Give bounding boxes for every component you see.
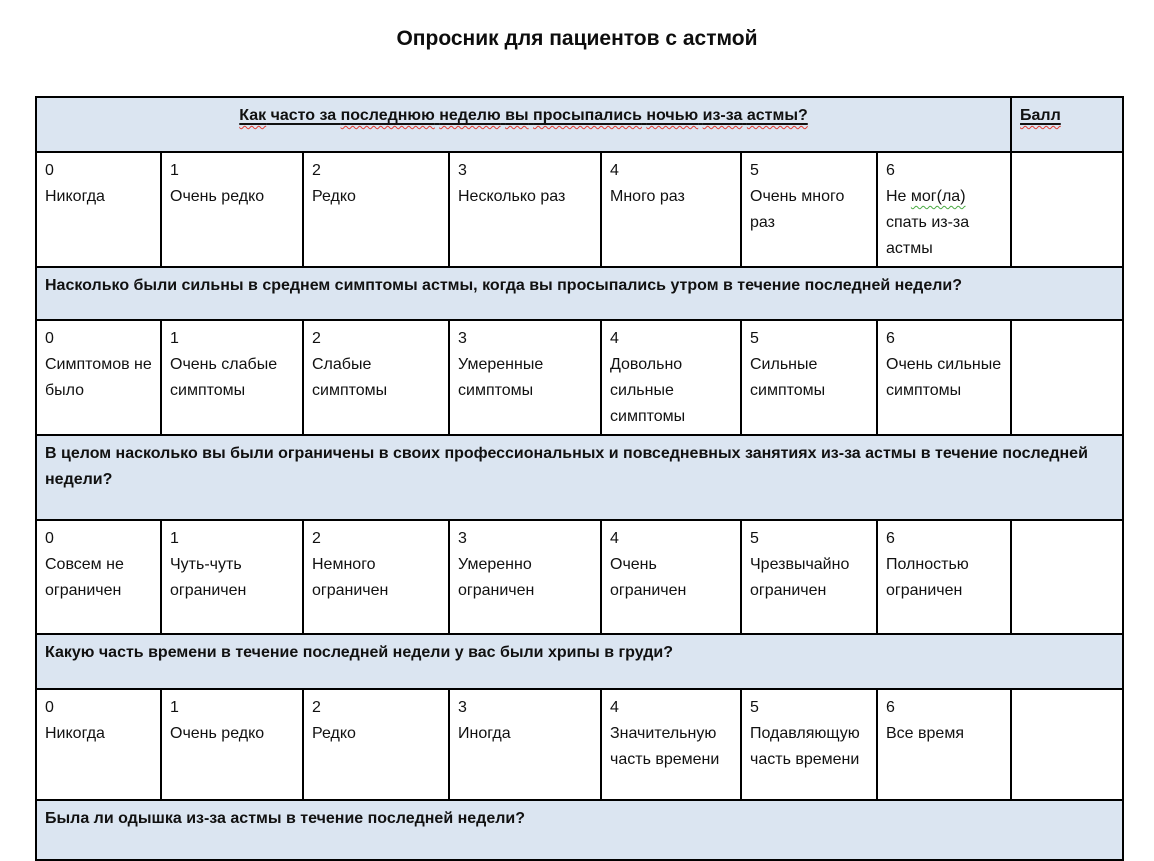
page-title: Опросник для пациентов с астмой [396, 27, 758, 50]
option-cell [601, 689, 741, 800]
option-cell [161, 689, 303, 800]
option-label: Очень слабые симптомы [170, 356, 278, 399]
option-cell [741, 689, 877, 800]
score-cell [1011, 320, 1123, 435]
option-label: Подавляющую часть времени [750, 725, 860, 768]
option-label: Никогда [45, 725, 105, 742]
option-label: Значительную часть времени [610, 725, 720, 768]
option-cell [877, 689, 1011, 800]
option-cell [741, 152, 877, 267]
option-label: Умеренные симптомы [458, 356, 544, 399]
option-value: 2 [312, 699, 321, 716]
option-value: 4 [610, 530, 619, 547]
options-row-3 [36, 520, 1123, 634]
option-label: Полностью ограничен [886, 556, 969, 599]
question-cell-5 [36, 800, 1123, 860]
option-label: Чуть-чуть ограничен [170, 556, 247, 599]
spellcheck-red-squiggle: последнюю [340, 107, 435, 124]
spellcheck-red-squiggle: Как [239, 107, 267, 124]
option-cell [449, 689, 601, 800]
option-value: 2 [312, 330, 321, 347]
option-cell [303, 152, 449, 267]
score-header-cell [1011, 97, 1123, 152]
option-cell [449, 520, 601, 634]
option-label: Несколько раз [458, 188, 566, 205]
option-label: Очень ограничен [610, 556, 687, 599]
option-cell [741, 520, 877, 634]
question-cell-2 [36, 267, 1123, 320]
option-value: 5 [750, 330, 759, 347]
option-cell [36, 689, 161, 800]
question-text-3: В целом насколько вы были ограничены в своих профессиональных и повседневных занятиях из-за астмы в течение последней недели? [45, 445, 1088, 488]
options-row-1 [36, 152, 1123, 267]
option-cell [303, 520, 449, 634]
option-label: Не мог(ла) спать из-за астмы [886, 188, 970, 257]
option-value: 6 [886, 699, 895, 716]
option-value: 1 [170, 699, 179, 716]
option-label: Совсем не ограничен [45, 556, 124, 599]
score-cell [1011, 689, 1123, 800]
option-value: 3 [458, 530, 467, 547]
spellcheck-red-squiggle: неделю [439, 107, 501, 124]
option-cell [303, 689, 449, 800]
option-cell [449, 320, 601, 435]
option-label: Умеренно ограничен [458, 556, 535, 599]
option-value: 5 [750, 699, 759, 716]
score-cell [1011, 152, 1123, 267]
option-value: 5 [750, 162, 759, 179]
question-text-1: Как часто за последнюю неделю вы просыпались ночью из-за астмы? [239, 107, 808, 124]
option-value: 2 [312, 162, 321, 179]
option-value: 3 [458, 330, 467, 347]
option-value: 0 [45, 530, 54, 547]
option-label: Очень много раз [750, 188, 845, 231]
option-label: Немного ограничен [312, 556, 389, 599]
option-label: Очень редко [170, 725, 265, 742]
question-row-5 [36, 800, 1123, 860]
option-cell [601, 152, 741, 267]
spellcheck-red-squiggle: ночью [646, 107, 699, 124]
option-value: 4 [610, 162, 619, 179]
option-cell [161, 320, 303, 435]
options-row-2 [36, 320, 1123, 435]
option-value: 0 [45, 162, 54, 179]
option-cell [303, 320, 449, 435]
option-cell [601, 520, 741, 634]
option-cell [877, 152, 1011, 267]
option-label: Много раз [610, 188, 685, 205]
option-value: 4 [610, 699, 619, 716]
option-value: 3 [458, 162, 467, 179]
option-label: Очень редко [170, 188, 265, 205]
option-label: Редко [312, 725, 356, 742]
option-value: 0 [45, 699, 54, 716]
question-cell-3 [36, 435, 1123, 520]
option-label: Чрезвычайно ограничен [750, 556, 850, 599]
spellcheck-red-squiggle: Балл [1020, 107, 1061, 124]
spellcheck-green-squiggle: мог(ла) [910, 188, 966, 205]
option-label: Сильные симптомы [750, 356, 826, 399]
option-label: Все время [886, 725, 964, 742]
option-label: Слабые симптомы [312, 356, 388, 399]
question-row-3 [36, 435, 1123, 520]
question-text-4: Какую часть времени в течение последней недели у вас были хрипы в груди? [45, 644, 673, 661]
option-value: 1 [170, 530, 179, 547]
spellcheck-red-squiggle: просыпались [533, 107, 642, 124]
option-cell [36, 520, 161, 634]
option-value: 4 [610, 330, 619, 347]
option-label: Симптомов не было [45, 356, 152, 399]
question-cell-1 [36, 97, 1011, 152]
option-cell [161, 520, 303, 634]
spellcheck-red-squiggle: из-за [702, 107, 743, 124]
option-cell [36, 152, 161, 267]
option-value: 1 [170, 330, 179, 347]
question-cell-4 [36, 634, 1123, 689]
question-row-2 [36, 267, 1123, 320]
option-value: 3 [458, 699, 467, 716]
score-cell [1011, 520, 1123, 634]
option-value: 6 [886, 162, 895, 179]
option-value: 6 [886, 530, 895, 547]
option-label: Никогда [45, 188, 105, 205]
option-cell [601, 320, 741, 435]
option-cell [449, 152, 601, 267]
spellcheck-red-squiggle: астмы? [746, 107, 808, 124]
option-cell [161, 152, 303, 267]
option-value: 6 [886, 330, 895, 347]
option-label: Очень сильные симптомы [886, 356, 1002, 399]
option-value: 0 [45, 330, 54, 347]
question-row-4 [36, 634, 1123, 689]
options-row-4 [36, 689, 1123, 800]
spellcheck-red-squiggle: вы [505, 107, 529, 124]
option-value: 2 [312, 530, 321, 547]
option-value: 1 [170, 162, 179, 179]
option-label: Иногда [458, 725, 511, 742]
question-text-5: Была ли одышка из-за астмы в течение последней недели? [45, 810, 525, 827]
question-row-1 [36, 97, 1123, 152]
score-header-label [1020, 107, 1061, 124]
option-cell [741, 320, 877, 435]
questionnaire-table [35, 96, 1124, 861]
option-cell [877, 520, 1011, 634]
option-value: 5 [750, 530, 759, 547]
option-label: Редко [312, 188, 356, 205]
option-cell [877, 320, 1011, 435]
question-text-2: Насколько были сильны в среднем симптомы астмы, когда вы просыпались утром в течение последней недели? [45, 277, 963, 294]
option-label: Довольно сильные симптомы [610, 356, 686, 425]
option-cell [36, 320, 161, 435]
